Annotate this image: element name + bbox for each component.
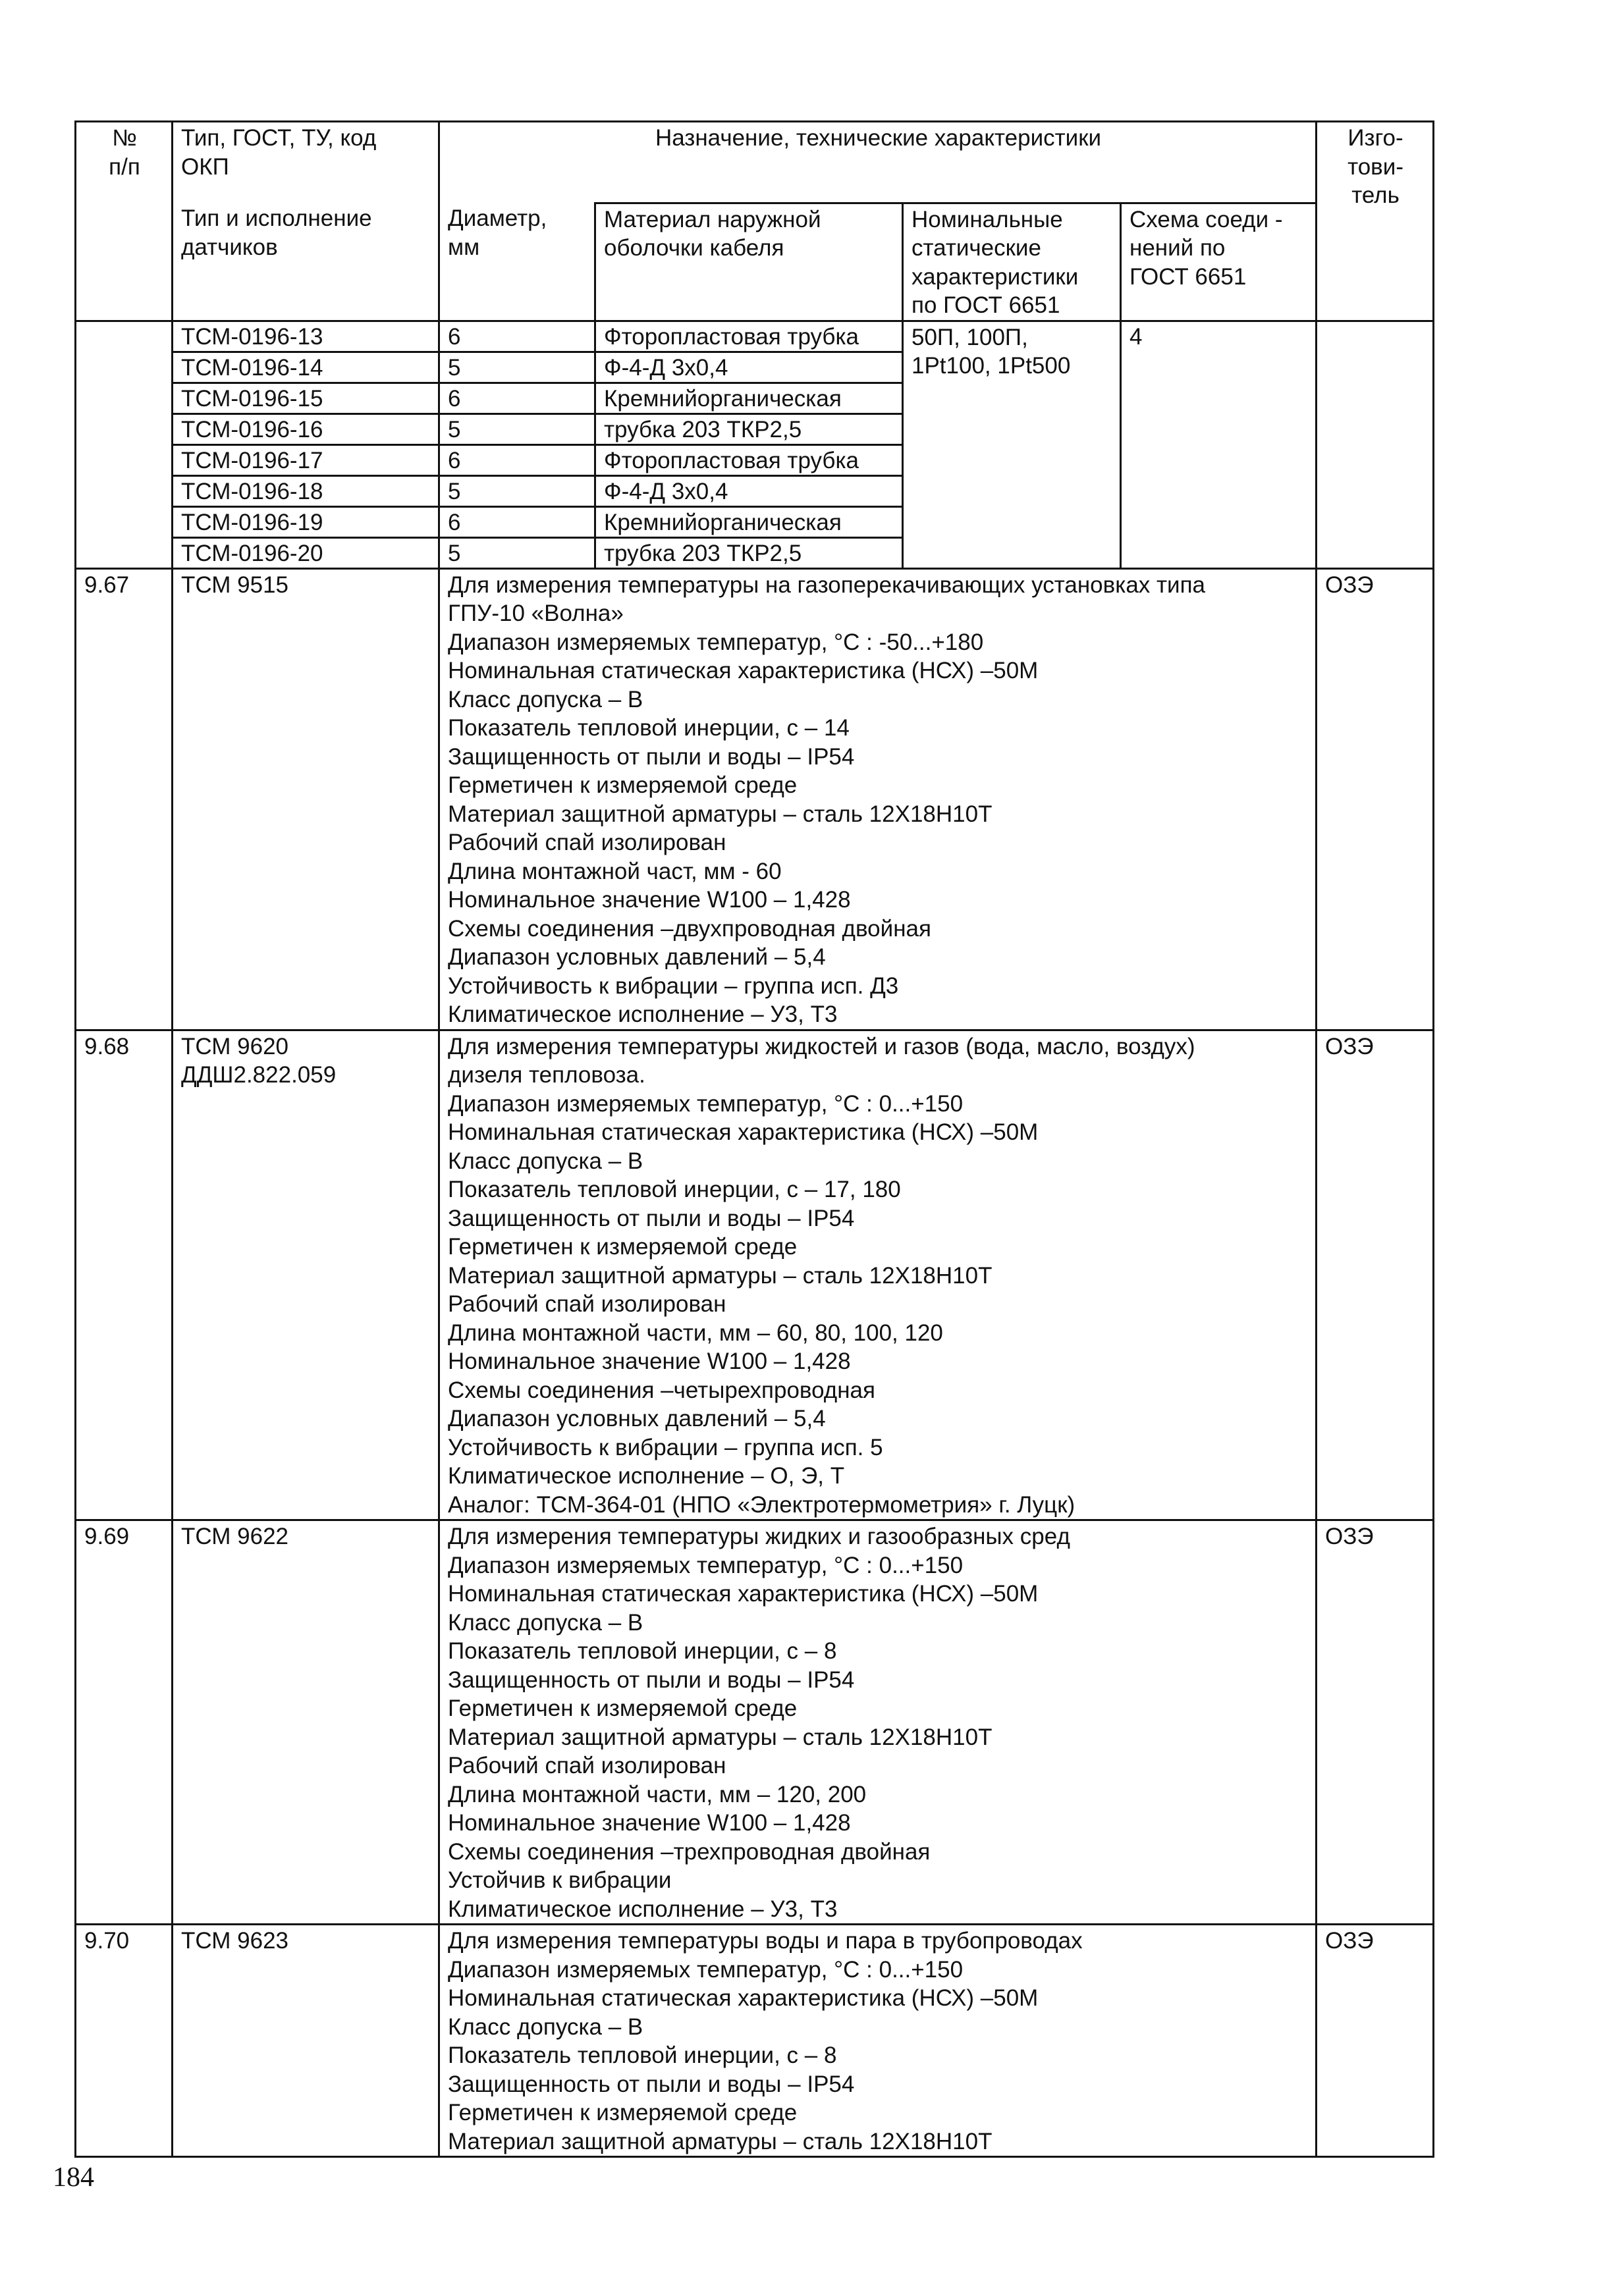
characteristic-line: Диапазон условных давлений – 5,4 bbox=[448, 944, 826, 970]
characteristic-line: Показатель тепловой инерции, с – 17, 180 bbox=[448, 1177, 901, 1202]
sensor-row bbox=[76, 321, 1434, 352]
characteristic-line: ГПУ-10 «Волна» bbox=[448, 601, 624, 626]
sensor-material: Фторопластовая трубка bbox=[595, 321, 903, 352]
characteristic-line: Устойчивость к вибрации – группа исп. 5 bbox=[448, 1434, 883, 1460]
sensor-type: ТСМ-0196-16 bbox=[173, 414, 439, 444]
characteristic-line: Диапазон измеряемых температур, °С : 0...+150 bbox=[448, 1552, 964, 1578]
entry-number: 9.68 bbox=[76, 1030, 173, 1520]
characteristic-line: Схемы соединения –трехпроводная двойная bbox=[448, 1838, 931, 1865]
sensor-type: ТСМ-0196-15 bbox=[173, 383, 439, 414]
characteristic-line: Материал защитной арматуры – сталь 12Х18Н10Т bbox=[448, 801, 993, 827]
page-number: 184 bbox=[53, 2162, 94, 2193]
characteristic-line: Рабочий спай изолирован bbox=[448, 830, 726, 855]
characteristic-line: Аналог: ТСМ-364-01 (НПО «Электротермометрия» г. Луцк) bbox=[448, 1491, 1075, 1518]
sensor-maker bbox=[1317, 321, 1434, 568]
characteristic-line: Герметичен к измеряемой среде bbox=[448, 772, 798, 798]
characteristic-line: Защищенность от пыли и воды – IP54 bbox=[448, 1205, 855, 1231]
sensor-diameter: 5 bbox=[439, 475, 595, 506]
entry-row bbox=[76, 1030, 1434, 1520]
entry-type: ТСМ 9622 bbox=[173, 1520, 439, 1925]
entry-number: 9.69 bbox=[76, 1520, 173, 1925]
sensor-nominal: 50П, 100П, 1Pt100, 1Pt500 bbox=[903, 321, 1121, 568]
characteristic-line: Номинальная статическая характеристика (НСХ) –50М bbox=[448, 1985, 1039, 2011]
characteristic-line: Показатель тепловой инерции, с – 8 bbox=[448, 2042, 837, 2068]
characteristic-line: Номинальное значение W100 – 1,428 bbox=[448, 1810, 851, 1836]
characteristic-line: Защищенность от пыли и воды – IP54 bbox=[448, 1667, 855, 1693]
table-body bbox=[76, 122, 1434, 2157]
characteristic-line: Диапазон измеряемых температур, °С : 0...+150 bbox=[448, 1090, 964, 1117]
characteristic-line: Герметичен к измеряемой среде bbox=[448, 1695, 798, 1721]
characteristic-line: Климатическое исполнение – О, Э, Т bbox=[448, 1463, 845, 1489]
characteristic-line: Длина монтажной части, мм – 60, 80, 100, 120 bbox=[448, 1320, 943, 1346]
characteristic-line: Номинальная статическая характеристика (НСХ) –50М bbox=[448, 1119, 1039, 1145]
characteristic-line: Климатическое исполнение – У3, Т3 bbox=[448, 1896, 838, 1922]
entry-characteristics bbox=[439, 1030, 1317, 1520]
sensor-type: ТСМ-0196-17 bbox=[173, 444, 439, 475]
sensor-material: Ф-4-Д 3х0,4 bbox=[595, 475, 903, 506]
sensor-scheme: 4 bbox=[1121, 321, 1317, 568]
sensor-material: Ф-4-Д 3х0,4 bbox=[595, 352, 903, 383]
subheader-scheme: Схема соеди - нений по ГОСТ 6651 bbox=[1121, 203, 1317, 321]
sensor-type: ТСМ-0196-14 bbox=[173, 352, 439, 383]
characteristic-line: Материал защитной арматуры – сталь 12Х18Н10Т bbox=[448, 1262, 993, 1289]
characteristic-line: Класс допуска – В bbox=[448, 1148, 643, 1174]
characteristic-line: Герметичен к измеряемой среде bbox=[448, 2100, 798, 2125]
characteristic-line: Герметичен к измеряемой среде bbox=[448, 1234, 798, 1260]
characteristic-line: Для измерения температуры жидких и газообразных сред bbox=[448, 1524, 1070, 1549]
header-row bbox=[76, 122, 1434, 203]
sensor-diameter: 5 bbox=[439, 537, 595, 568]
subheader-material: Материал наружной оболочки кабеля bbox=[595, 203, 903, 321]
characteristic-line: Номинальное значение W100 – 1,428 bbox=[448, 887, 851, 913]
header-number: № п/п bbox=[76, 122, 173, 321]
characteristic-line: Защищенность от пыли и воды – IP54 bbox=[448, 2071, 855, 2097]
sensor-material: трубка 203 ТКР2,5 bbox=[595, 414, 903, 444]
entry-characteristics bbox=[439, 568, 1317, 1030]
subheader-diameter: Диаметр, мм bbox=[439, 203, 595, 321]
sensor-type: ТСМ-0196-13 bbox=[173, 321, 439, 352]
characteristic-line: Для измерения температуры воды и пара в трубопроводах bbox=[448, 1928, 1083, 1954]
characteristic-line: Для измерения температуры на газоперекачивающих установках типа bbox=[448, 572, 1206, 598]
characteristic-line: Схемы соединения –четырехпроводная bbox=[448, 1377, 875, 1403]
entry-type: ТСМ 9515 bbox=[173, 568, 439, 1030]
entry-row bbox=[76, 568, 1434, 1030]
sensor-material: Кремнийорганическая bbox=[595, 383, 903, 414]
characteristic-line: Класс допуска – В bbox=[448, 686, 643, 712]
characteristic-line: Устойчивость к вибрации – группа исп. Д3 bbox=[448, 973, 899, 999]
characteristic-line: Длина монтажной части, мм – 120, 200 bbox=[448, 1781, 867, 1807]
characteristic-line: Материал защитной арматуры – сталь 12Х18Н10Т bbox=[448, 1724, 993, 1750]
entry-type: ТСМ 9623 bbox=[173, 1925, 439, 2157]
entry-row bbox=[76, 1925, 1434, 2157]
subheader-sensor-type: Тип и исполнение датчиков bbox=[173, 203, 439, 321]
characteristic-line: Показатель тепловой инерции, с – 8 bbox=[448, 1638, 837, 1664]
characteristic-line: Диапазон измеряемых температур, °С : -50...+180 bbox=[448, 629, 984, 655]
characteristic-line: Показатель тепловой инерции, с – 14 bbox=[448, 715, 850, 741]
sensor-diameter: 6 bbox=[439, 383, 595, 414]
entry-row bbox=[76, 1520, 1434, 1925]
sensor-number-cell bbox=[76, 321, 173, 568]
sensor-material: трубка 203 ТКР2,5 bbox=[595, 537, 903, 568]
entry-number: 9.70 bbox=[76, 1925, 173, 2157]
entry-maker: ОЗЭ bbox=[1317, 1925, 1434, 2157]
characteristic-line: Устойчив к вибрации bbox=[448, 1867, 672, 1893]
characteristic-line: дизеля тепловоза. bbox=[448, 1062, 645, 1088]
characteristic-line: Рабочий спай изолирован bbox=[448, 1753, 726, 1778]
sensor-material: Фторопластовая трубка bbox=[595, 444, 903, 475]
characteristic-line: Рабочий спай изолирован bbox=[448, 1291, 726, 1317]
characteristic-line: Класс допуска – В bbox=[448, 1609, 643, 1636]
entry-maker: ОЗЭ bbox=[1317, 1520, 1434, 1925]
characteristic-line: Схемы соединения –двухпроводная двойная bbox=[448, 915, 931, 942]
characteristic-line: Диапазон измеряемых температур, °С : 0...+150 bbox=[448, 1956, 964, 1983]
characteristic-line: Защищенность от пыли и воды – IP54 bbox=[448, 743, 855, 770]
sensor-type: ТСМ-0196-18 bbox=[173, 475, 439, 506]
header-maker: Изго- тови- тель bbox=[1317, 122, 1434, 321]
characteristic-line: Длина монтажной част, мм - 60 bbox=[448, 858, 782, 884]
subheader-row bbox=[76, 203, 1434, 321]
specification-table bbox=[74, 120, 1434, 2158]
sensor-type: ТСМ-0196-19 bbox=[173, 506, 439, 537]
characteristic-line: Номинальная статическая характеристика (НСХ) –50М bbox=[448, 658, 1039, 683]
sensor-diameter: 6 bbox=[439, 444, 595, 475]
characteristic-line: Для измерения температуры жидкостей и газов (вода, масло, воздух) bbox=[448, 1033, 1195, 1059]
entry-type: ТСМ 9620 ДДШ2.822.059 bbox=[173, 1030, 439, 1520]
sensor-type: ТСМ-0196-20 bbox=[173, 537, 439, 568]
entry-characteristics bbox=[439, 1520, 1317, 1925]
entry-maker: ОЗЭ bbox=[1317, 1030, 1434, 1520]
header-type: Тип, ГОСТ, ТУ, код ОКП bbox=[173, 122, 439, 203]
sensor-diameter: 5 bbox=[439, 352, 595, 383]
characteristic-line: Климатическое исполнение – У3, Т3 bbox=[448, 1001, 838, 1027]
characteristic-line: Номинальная статическая характеристика (НСХ) –50М bbox=[448, 1581, 1039, 1607]
entry-number: 9.67 bbox=[76, 568, 173, 1030]
entry-maker: ОЗЭ bbox=[1317, 568, 1434, 1030]
sensor-material: Кремнийорганическая bbox=[595, 506, 903, 537]
characteristic-line: Номинальное значение W100 – 1,428 bbox=[448, 1348, 851, 1374]
header-purpose: Назначение, технические характеристики bbox=[439, 122, 1317, 203]
characteristic-line: Диапазон условных давлений – 5,4 bbox=[448, 1406, 826, 1431]
sensor-diameter: 6 bbox=[439, 506, 595, 537]
sensor-diameter: 6 bbox=[439, 321, 595, 352]
entry-characteristics bbox=[439, 1925, 1317, 2157]
characteristic-line: Материал защитной арматуры – сталь 12Х18Н10Т bbox=[448, 2128, 993, 2154]
subheader-nominal: Номинальные статические характеристики по ГОСТ 6651 bbox=[903, 203, 1121, 321]
characteristic-line: Класс допуска – В bbox=[448, 2014, 643, 2040]
sensor-diameter: 5 bbox=[439, 414, 595, 444]
